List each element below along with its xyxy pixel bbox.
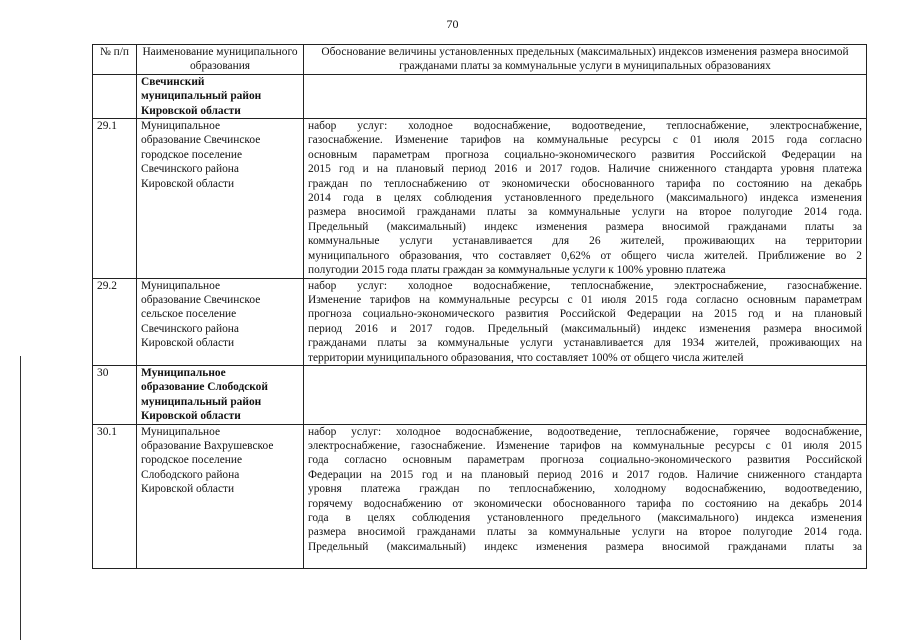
district-row <box>93 74 867 118</box>
justification-line: года в целях соблюдения установленного предельного (максимального) индекса изменения <box>308 512 862 524</box>
justification-text <box>304 278 867 365</box>
row-number <box>93 74 137 118</box>
page-number: 70 <box>446 17 459 31</box>
justification-line: основным параметрам прогноза социально-экономического развития Российской Федерации на <box>308 148 862 161</box>
municipality-name <box>137 424 304 568</box>
justification-text <box>304 74 867 118</box>
row-number: 29.1 <box>93 119 137 278</box>
justification-line: набор услуг: холодное водоснабжение, водоотведение, теплоснабжение, горячее водоснабжение, <box>308 425 862 438</box>
justification-line: набор услуг: холодное водоснабжение, теплоснабжение, электроснабжение, газоснабжение. <box>308 279 862 292</box>
municipality-name-line: образование Свечинское <box>141 293 261 306</box>
municipality-name <box>137 365 304 424</box>
justification-line: года согласно основным параметрам прогноза социально-экономического развития Российской <box>308 454 862 467</box>
table-header-row <box>93 45 867 75</box>
municipality-name-line: Свечинского района <box>141 163 239 176</box>
header-municipality: Наименование муниципального образования <box>137 45 304 75</box>
row-number: 30.1 <box>93 424 137 568</box>
justification-line: период 2016 и 2017 годов. Предельный (максимальный) индекс изменения размера вносимой <box>308 322 862 335</box>
justification-line: 2014 года в целях соблюдения установленного предельного (максимального) индекса изменения <box>308 192 862 205</box>
municipality-name-line: городское поселение <box>141 454 243 467</box>
municipality-name <box>137 119 304 278</box>
municipality-name-line: муниципальный район <box>141 90 262 103</box>
justification-line: полугодии 2015 года платы граждан за коммунальные услуги к 100% уровню платежа <box>308 264 726 277</box>
table-row <box>93 119 867 278</box>
municipality-name-line: Кировской области <box>141 177 235 190</box>
table-row <box>93 424 867 568</box>
municipality-name-line: Муниципальное <box>141 279 221 292</box>
header-number: № п/п <box>93 45 137 75</box>
municipality-name-line: образование Вахрушевское <box>141 439 274 452</box>
justification-line: территории муниципального образования, что составляет 100% от общего числа жителей <box>308 351 744 364</box>
municipality-name-line: образование Слободской <box>141 381 268 394</box>
justification-line: Федерации на 2015 год и на плановый период 2016 и 2017 годов. Наличие сниженного стандарта <box>308 468 862 481</box>
justification-line: 2015 год и на плановый период 2016 и 2017 годов. Наличие сниженного стандарта уровня платежа <box>308 163 862 176</box>
justification-line: набор услуг: холодное водоснабжение, водоотведение, теплоснабжение, электроснабжение, <box>308 120 862 133</box>
justification-line: электроснабжение, газоснабжение. Изменение тарифов на коммунальные ресурсы с 01 июля 2015 <box>308 439 862 452</box>
municipality-name-line: Кировской области <box>141 104 241 117</box>
justification-line: Предельный (максимальный) индекс изменения размера вносимой гражданами платы за <box>308 220 862 233</box>
justification-text <box>304 119 867 278</box>
table-body <box>93 74 867 568</box>
justification-line: граждан по теплоснабжению от экономически обоснованного тарифа по состоянию на декабрь <box>308 177 862 190</box>
justification-line: размера вносимой гражданами платы за коммунальные услуги на второе полугодие 2014 года. <box>308 526 862 539</box>
row-number: 30 <box>93 365 137 424</box>
municipality-name-line: сельское поселение <box>141 308 237 321</box>
header-justification: Обоснование величины установленных предельных (максимальных) индексов изменения размера вносимой гражданами платы за коммунальные услуги в муниципальных образованиях <box>304 45 867 75</box>
scan-edge-line <box>20 356 21 640</box>
justification-line: уровня платежа граждан по теплоснабжению, холодному водоснабжению, водоотведению, <box>308 483 862 496</box>
justification-line: муниципального образования, что составляет 0,62% от общего числа жителей. Приближение во 2 <box>308 249 862 262</box>
justification-line: коммунальные услуги устанавливается для 26 жителей, проживающих на территории <box>308 235 862 248</box>
justification-line: гражданами платы за коммунальные услуги устанавливается для 1934 жителей, проживающих на <box>308 337 862 350</box>
row-number: 29.2 <box>93 278 137 365</box>
municipality-name <box>137 278 304 365</box>
justification-line: Изменение тарифов на коммунальные ресурсы с 01 июля 2015 года согласно основным параметрам <box>308 293 862 306</box>
municipality-name-line: Слободского района <box>141 468 240 481</box>
justification-text <box>304 424 867 568</box>
municipality-name-line: Кировской области <box>141 410 241 423</box>
municipality-name-line: Свечинского района <box>141 322 239 335</box>
justification-line: Предельный (максимальный) индекс изменения размера вносимой гражданами платы за <box>308 540 862 553</box>
district-row <box>93 365 867 424</box>
indices-table <box>92 44 867 569</box>
municipality-name <box>137 74 304 118</box>
table-row <box>93 278 867 365</box>
justification-text <box>304 365 867 424</box>
municipality-name-line: Свечинский <box>141 75 205 88</box>
justification-line: размера вносимой гражданами платы за коммунальные услуги на второе полугодие 2014 года. <box>308 206 862 219</box>
municipality-name-line: муниципальный район <box>141 395 262 408</box>
justification-line: прогноза социально-экономического развития Российской Федерации на 2015 год и на плановый <box>308 308 862 321</box>
justification-line: горячему водоснабжению от экономически обоснованного тарифа по состоянию на декабрь 2014 <box>308 497 862 510</box>
municipality-name-line: Кировской области <box>141 483 235 496</box>
municipality-name-line: Муниципальное <box>141 425 221 438</box>
municipality-name-line: образование Свечинское <box>141 134 261 147</box>
municipality-name-line: Кировской области <box>141 337 235 350</box>
municipality-name-line: Муниципальное <box>141 120 221 133</box>
municipality-name-line: Муниципальное <box>141 366 226 379</box>
justification-line: газоснабжение. Изменение тарифов на коммунальные ресурсы с 01 июля 2015 года согласно <box>308 134 862 147</box>
municipality-name-line: городское поселение <box>141 148 243 161</box>
